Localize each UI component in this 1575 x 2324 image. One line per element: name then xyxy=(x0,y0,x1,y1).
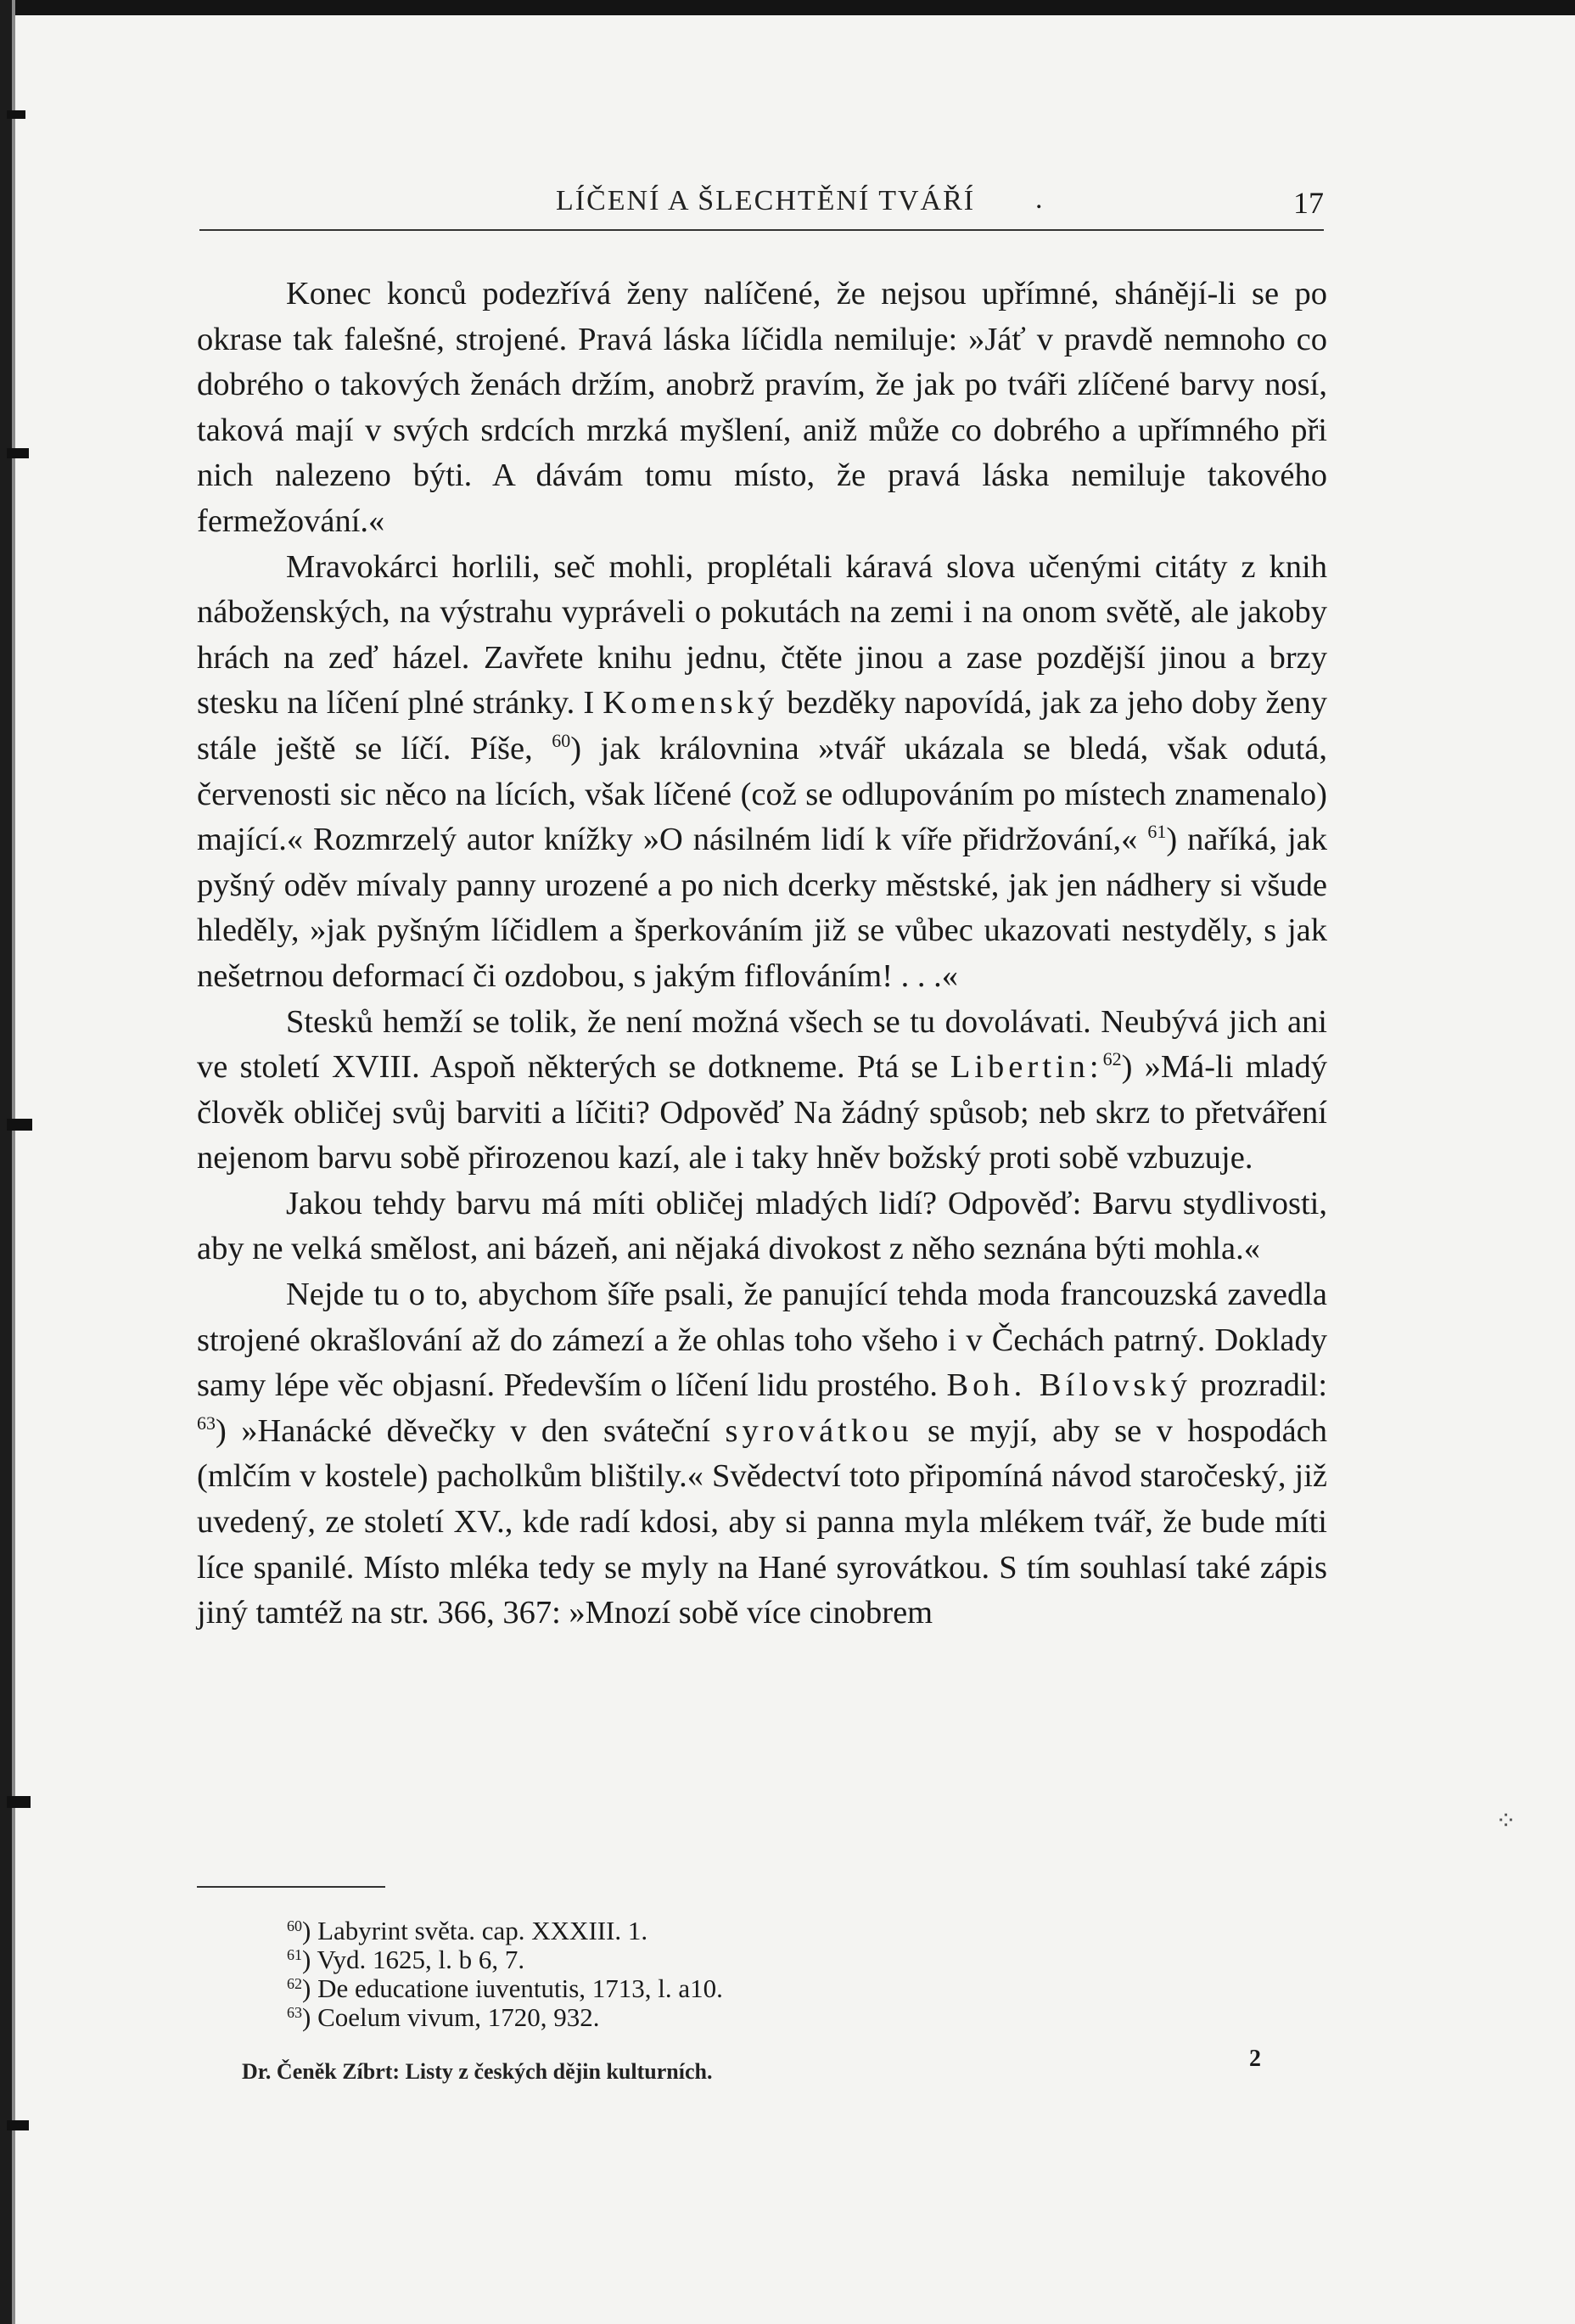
running-dot: . xyxy=(1035,183,1043,215)
footnote: $^{62}$) De educatione iuventutis, 1713, l. a10. xyxy=(287,1973,723,2003)
scan-border-left xyxy=(0,0,12,2324)
author-name: Boh. Bílovský xyxy=(946,1367,1191,1404)
binding-mark xyxy=(7,110,25,119)
body-text xyxy=(197,272,1327,1636)
footnote-ref: 63 xyxy=(197,1412,216,1434)
running-title: LÍČENÍ A ŠLECHTĚNÍ TVÁŘÍ xyxy=(556,185,976,216)
scan-border-top xyxy=(0,0,1575,15)
paragraph: Nejde tu o to, abychom šíře psali, že panující tehda moda francouzská zavedla strojené okrašlování až do zámezí a že ohlas toho všeho i v Čechách patrný. Doklady samy lépe věc objasní. Především o líčení lidu prostého. Boh. Bílovský prozradil: $^{63}$) »Hanácké děvečky v den sváteční syrovátkou se myjí, aby se v hospodách (mlčím v kostele) pacholkům blištily.« Svědectví toto připomíná návod staročeský, již uvedený, ze století XV., kde radí kdosi, aby si panna myla mlékem tvář, že bude míti líce spanilé. Místo mléka tedy se myly na Hané syrovátkou. S tím souhlasí také zápis jiný tamtéž na str. 366, 367: »Mnozí sobě více cinobrem xyxy=(197,1277,1328,1631)
binding-mark xyxy=(7,2120,29,2130)
paragraph: Mravokárci horlili, seč mohli, proplétali káravá slova učenými citáty z knih náboženských, na výstrahu vypráveli o pokutách na zemi i na onom světě, ale jakoby hrách na zeď házel. Zavřete knihu jednu, čtěte jinou a zase pozdější jinou a brzy stesku na líčení plné stránky. I Komenský bezděky napovídá, jak za jeho doby ženy stále ještě se líčí. Píše, $^{60}$) jak královnina »tvář ukázala se bledá, však odutá, červenosti sic něco na lících, však líčené (což se odlupováním po místech znamenalo) mající.« Rozmrzelý autor knížky »O násilném lidí k víře přidržování,« $^{61}$) naříká, jak pyšný oděv mívaly panny urozené a po nich dcerky městské, jak jen nádhery si všude hleděly, »jak pyšným líčidlem a šperkováním již se vůbec ukazovati nestyděly, s jak nešetrnou deformací či ozdobou, s jakým fiflováním! . . .« xyxy=(197,548,1328,994)
footnote-rule xyxy=(197,1886,385,1888)
emphasized-word: syrovátkou xyxy=(725,1412,913,1449)
footnote: $^{61}$) Vyd. 1625, l. b 6, 7. xyxy=(287,1945,525,1974)
footnote-ref: 61 xyxy=(1147,821,1167,843)
paragraph: Stesků hemží se tolik, že není možná všech se tu dovolávati. Neubývá jich ani ve století XVIII. Aspoň některých se dotkneme. Ptá se Libertin:$^{62}$) »Má-li mladý člověk obličej svůj barviti a líčiti? Odpověď Na žádný spůsob; neb skrz to přetváření nejenom barvu sobě přirozenou kazí, ale i taky hněv božský proti sobě vzbuzuje. xyxy=(197,1003,1328,1176)
paragraph: Konec konců podezřívá ženy nalíčené, že nejsou upřímné, shánějí-li se po okrase tak falešné, strojené. Pravá láska líčidla nemiluje: »Jáť v pravdě nemnoho co dobrého o takových ženách držím, anobrž pravím, že jak po tváři zlíčené barvy nosí, taková mají v svých srdcích mrzká myšlení, aniž může co dobrého a upřímného při nich nalezeno býti. A dávám tomu místo, že pravá láska nemiluje takového fermežování.« xyxy=(197,276,1327,539)
footnote-ref: 62 xyxy=(1102,1048,1122,1070)
signature-mark: 2 xyxy=(1249,2046,1261,2072)
scan-border-left-shadow xyxy=(12,0,15,2324)
binding-mark xyxy=(7,1119,32,1131)
footnotes xyxy=(287,1917,966,2032)
author-name: Komenský xyxy=(603,685,779,721)
imprint: Dr. Čeněk Zíbrt: Listy z českých dějin kulturních. xyxy=(242,2059,713,2084)
binding-mark xyxy=(7,448,29,458)
author-name: Libertin: xyxy=(950,1049,1103,1086)
binding-mark xyxy=(7,1796,31,1808)
paragraph: Jakou tehdy barvu má míti obličej mladých lidí? Odpověď: Barvu stydlivosti, aby ne velká smělost, ani bázeň, ani nějaká divokost z něho seznána býti mohla.« xyxy=(197,1185,1327,1267)
page-number: 17 xyxy=(1293,186,1324,220)
footnote-ref: 60 xyxy=(552,729,571,751)
running-header xyxy=(199,178,1324,231)
footnote: $^{63}$) Coelum vivum, 1720, 932. xyxy=(287,2002,600,2032)
footnote: $^{60}$) Labyrint světa. cap. XXXIII. 1. xyxy=(287,1916,648,1945)
scan-speck: ⁘ xyxy=(1495,1807,1517,1835)
